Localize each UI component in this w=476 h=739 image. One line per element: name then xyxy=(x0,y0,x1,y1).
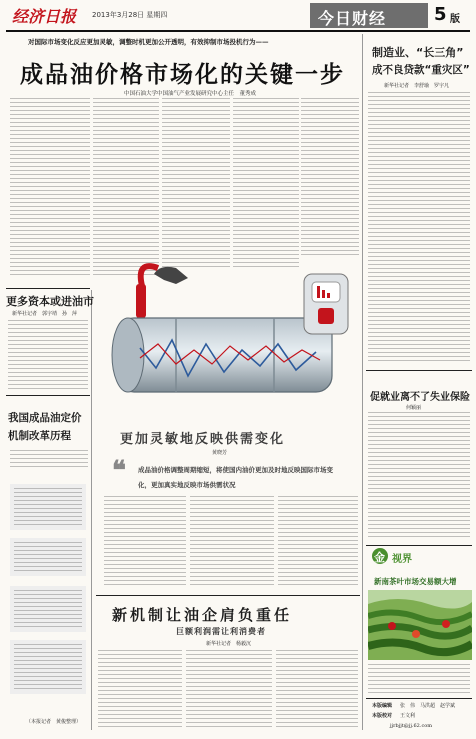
paper-logo: 经济日报 xyxy=(12,7,77,26)
masthead-rule xyxy=(6,30,470,32)
editor-label-2: 本版校对 xyxy=(372,713,393,719)
editor-names-2: 王文利 xyxy=(400,713,416,719)
reform-intro xyxy=(10,450,88,470)
timeline-box-4 xyxy=(10,640,86,694)
lead-body-col1 xyxy=(10,98,90,276)
timeline-box-3 xyxy=(10,586,86,632)
right-rule-2 xyxy=(366,545,472,546)
more-capital-body xyxy=(8,320,88,390)
jobs-byline: 何颖丽 xyxy=(406,405,422,411)
lead-headline: 成品油价格市场化的关键一步 xyxy=(20,62,345,88)
date-line: 2013年3月28日 星期四 xyxy=(92,11,168,19)
page-number: 5 xyxy=(434,4,447,25)
editor-email: jjrbjjt@jj.62.com xyxy=(390,723,432,729)
lead-body-col3 xyxy=(162,98,230,268)
lead-body-col2 xyxy=(93,98,159,278)
feature-body-col1 xyxy=(104,496,186,588)
lead-byline: 中国石油大学中国油气产业发展研究中心主任 董秀成 xyxy=(124,91,257,97)
pull-quote-line1: 成品油价格调整周期缩短，将使国内油价更加及时地反映国际市场变 xyxy=(138,466,333,474)
bottom-body-col2 xyxy=(186,650,272,730)
masthead xyxy=(0,0,476,30)
column-divider-left xyxy=(91,290,92,730)
column-divider-right xyxy=(362,34,363,730)
jobs-body xyxy=(368,412,470,540)
timeline-box-2 xyxy=(10,538,86,576)
right-headline-line1: 制造业、“长三角” xyxy=(372,46,464,59)
side-rule-2 xyxy=(6,395,90,396)
bottom-body-col3 xyxy=(276,650,358,730)
page-suffix: 版 xyxy=(450,14,460,25)
lead-kicker: 对国际市场变化反应更加灵敏，调整时机更加公开透明，有效抑制市场投机行为—— xyxy=(28,38,269,46)
right-body-1 xyxy=(368,92,470,364)
right-rule-1 xyxy=(366,370,472,371)
reform-title-line2: 机制改革历程 xyxy=(8,430,71,442)
gold-caption-body xyxy=(368,664,470,694)
lead-body-col5 xyxy=(301,98,359,258)
gold-logo-text: 视界 xyxy=(392,554,412,565)
reform-footer: （本报记者 黄俊整理） xyxy=(26,719,82,725)
reform-title-line1: 我国成品油定价 xyxy=(8,412,82,424)
bottom-body-col1 xyxy=(98,650,182,730)
jobs-headline: 促就业离不了失业保险 xyxy=(370,392,470,403)
tea-garden-photo xyxy=(368,590,472,660)
bottom-subhead: 巨额利润需让利消费者 xyxy=(176,626,266,636)
reform-timeline xyxy=(8,476,88,712)
bottom-rule xyxy=(96,595,360,596)
section-name: 今日财经 xyxy=(318,9,387,28)
more-capital-byline: 新华社记者 郭宇靖 孙 萍 xyxy=(12,311,78,317)
gold-caption: 新南茶叶市场交易额大增 xyxy=(374,577,457,586)
right-byline: 新华社记者 李舒瑜 罗宇凡 xyxy=(384,83,450,89)
pull-quote-line2: 化，更加真实地反映市场供需状况 xyxy=(138,481,236,489)
right-headline-line2: 成不良贷款“重灾区” xyxy=(372,64,470,76)
oil-barrel-illustration xyxy=(96,260,360,410)
gold-logo xyxy=(372,548,452,566)
feature-body-col2 xyxy=(190,496,274,588)
bottom-headline: 新机制让油企肩负重任 xyxy=(112,606,293,624)
footer-rule xyxy=(366,698,472,699)
editor-names-1: 张 伟 马洪超 赵学斌 xyxy=(400,703,456,709)
lead-body-col4 xyxy=(233,98,299,268)
side-rule-1 xyxy=(6,288,90,289)
feature-headline: 更加灵敏地反映供需变化 xyxy=(120,432,286,447)
editor-label-1: 本版编辑 xyxy=(372,703,393,709)
bottom-byline: 新华社记者 杨毅沉 xyxy=(206,641,252,647)
more-capital-title: 更多资本或进油市 xyxy=(6,295,94,308)
quote-mark: ❝ xyxy=(112,456,126,486)
feature-byline: 黄晓芳 xyxy=(212,450,228,456)
timeline-box-1 xyxy=(10,484,86,530)
gold-logo-char: 金 xyxy=(374,551,385,564)
feature-body-col3 xyxy=(278,496,358,588)
